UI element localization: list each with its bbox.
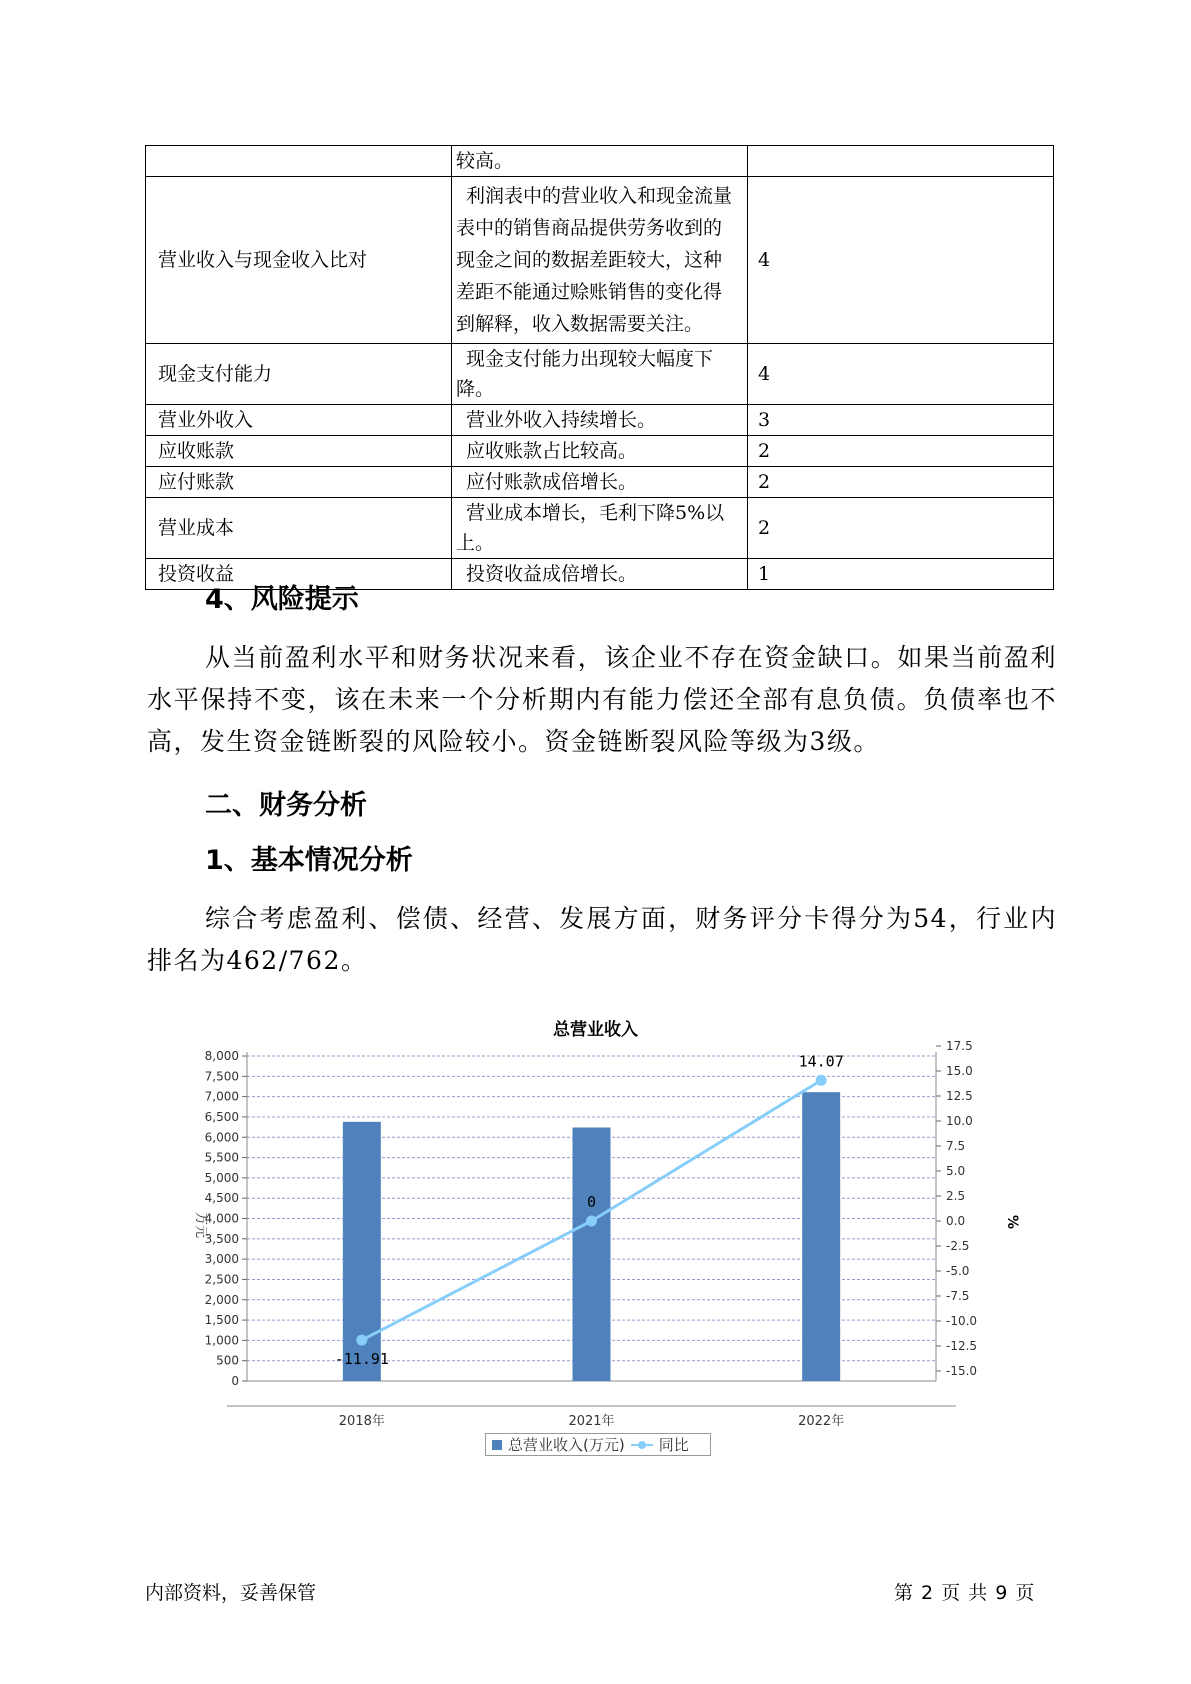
table-cell-score: 3 xyxy=(748,405,1054,436)
table-cell-item: 应收账款 xyxy=(146,436,452,467)
y2-tick-label: 0.0 xyxy=(946,1214,966,1228)
y2-tick-label: 15.0 xyxy=(946,1064,973,1078)
y2-tick-label: -2.5 xyxy=(946,1239,970,1253)
table-cell-item: 营业收入与现金收入比对 xyxy=(146,177,452,344)
table-cell-score: 2 xyxy=(748,436,1054,467)
bar xyxy=(802,1092,840,1381)
y-tick-label: 500 xyxy=(216,1353,239,1368)
table-cell-score: 4 xyxy=(748,344,1054,405)
footer-note: 内部资料，妥善保管 xyxy=(145,1582,317,1604)
table-cell-desc: 应付账款成倍增长。 xyxy=(451,467,747,498)
data-label: 14.07 xyxy=(798,1052,844,1071)
yoy-point xyxy=(586,1216,597,1227)
legend-line-label: 同比 xyxy=(658,1436,689,1454)
y2-tick-label: -15.0 xyxy=(946,1364,978,1378)
table-cell-desc: 利润表中的营业收入和现金流量表中的销售商品提供劳务收到的现金之间的数据差距较大，这种差距不能通过赊账销售的变化得到解释，收入数据需要关注。 xyxy=(451,177,747,344)
bar xyxy=(573,1128,611,1382)
x-tick-label: 2022年 xyxy=(798,1414,845,1429)
y2-tick-label: 10.0 xyxy=(946,1114,973,1128)
y-tick-label: 4,000 xyxy=(204,1211,239,1226)
y2-tick-label: 17.5 xyxy=(946,1039,973,1053)
table-cell-desc: 现金支付能力出现较大幅度下降。 xyxy=(451,344,747,405)
y-axis-title: 万元 xyxy=(193,1211,208,1239)
y2-tick-label: 7.5 xyxy=(946,1139,966,1153)
y-tick-label: 7,000 xyxy=(204,1089,239,1104)
table-cell-desc: 投资收益成倍增长。 xyxy=(451,559,747,590)
x-tick-label: 2018年 xyxy=(338,1414,385,1429)
y-tick-label: 3,500 xyxy=(204,1231,239,1246)
table-cell-desc: 营业外收入持续增长。 xyxy=(451,405,747,436)
table-cell-item: 应付账款 xyxy=(146,467,452,498)
y2-tick-label: -10.0 xyxy=(946,1314,978,1328)
data-label: 0 xyxy=(586,1193,597,1211)
x-tick-label: 2021年 xyxy=(568,1414,615,1429)
table-cell-item: 现金支付能力 xyxy=(146,344,452,405)
y2-tick-label: -5.0 xyxy=(946,1264,970,1278)
y2-tick-label: 12.5 xyxy=(946,1089,973,1103)
y-tick-label: 6,500 xyxy=(204,1109,239,1124)
y-tick-label: 2,000 xyxy=(204,1292,239,1307)
y-tick-label: 7,500 xyxy=(204,1069,239,1084)
y-tick-label: 8,000 xyxy=(204,1049,239,1063)
table-cell-score: 2 xyxy=(748,467,1054,498)
risk-paragraph: 从当前盈利水平和财务状况来看，该企业不存在资金缺口。如果当前盈利水平保持不变，该在未来一个分析期内有能力偿还全部有息负债。负债率也不高，发生资金链断裂的风险较小。资金链断裂风险等级为3级。 xyxy=(147,643,1057,756)
table-cell-score: 1 xyxy=(748,559,1054,590)
risk-heading: 4、风险提示 xyxy=(205,584,359,615)
y-tick-label: 5,500 xyxy=(204,1150,239,1165)
basic-analysis-paragraph: 综合考虑盈利、偿债、经营、发展方面，财务评分卡得分为54，行业内排名为462/762。 xyxy=(147,904,1057,975)
y2-tick-label: 2.5 xyxy=(946,1189,966,1203)
legend-line-swatch xyxy=(631,1440,653,1450)
legend-bar-label: 总营业收入(万元) xyxy=(508,1436,625,1454)
y2-tick-label: 5.0 xyxy=(946,1164,966,1178)
y-tick-label: 0 xyxy=(231,1374,239,1388)
y-tick-label: 6,000 xyxy=(204,1130,239,1145)
chart-legend xyxy=(485,1433,711,1456)
y-tick-label: 4,500 xyxy=(204,1191,239,1206)
table-cell-item: 营业成本 xyxy=(146,498,452,559)
y2-axis-title: % xyxy=(1004,1214,1020,1230)
y-tick-label: 3,000 xyxy=(204,1252,239,1267)
y2-tick-label: -7.5 xyxy=(946,1289,970,1303)
data-label: -11.91 xyxy=(334,1350,389,1369)
page-number: 第 2 页 共 9 页 xyxy=(894,1582,1036,1604)
table-cell-item: 营业外收入 xyxy=(146,405,452,436)
y-tick-label: 5,000 xyxy=(204,1170,239,1185)
table-cell-desc: 较高。 xyxy=(451,146,747,177)
table-cell-item: 投资收益 xyxy=(146,559,452,590)
table-cell-desc: 营业成本增长，毛利下降5%以上。 xyxy=(451,498,747,559)
basic-analysis-heading: 1、基本情况分析 xyxy=(205,845,413,876)
y-tick-label: 2,500 xyxy=(204,1272,239,1287)
table-cell-score: 4 xyxy=(748,177,1054,344)
y-tick-label: 1,500 xyxy=(204,1313,239,1328)
yoy-point xyxy=(356,1335,367,1346)
table-cell-score: 2 xyxy=(748,498,1054,559)
chart-title: 总营业收入 xyxy=(553,1020,638,1040)
table-cell-desc: 应收账款占比较高。 xyxy=(451,436,747,467)
legend-bar-swatch xyxy=(492,1440,502,1450)
yoy-point xyxy=(816,1075,827,1086)
y-tick-label: 1,000 xyxy=(204,1333,239,1348)
y2-tick-label: -12.5 xyxy=(946,1339,978,1353)
finance-heading: 二、财务分析 xyxy=(205,790,367,821)
